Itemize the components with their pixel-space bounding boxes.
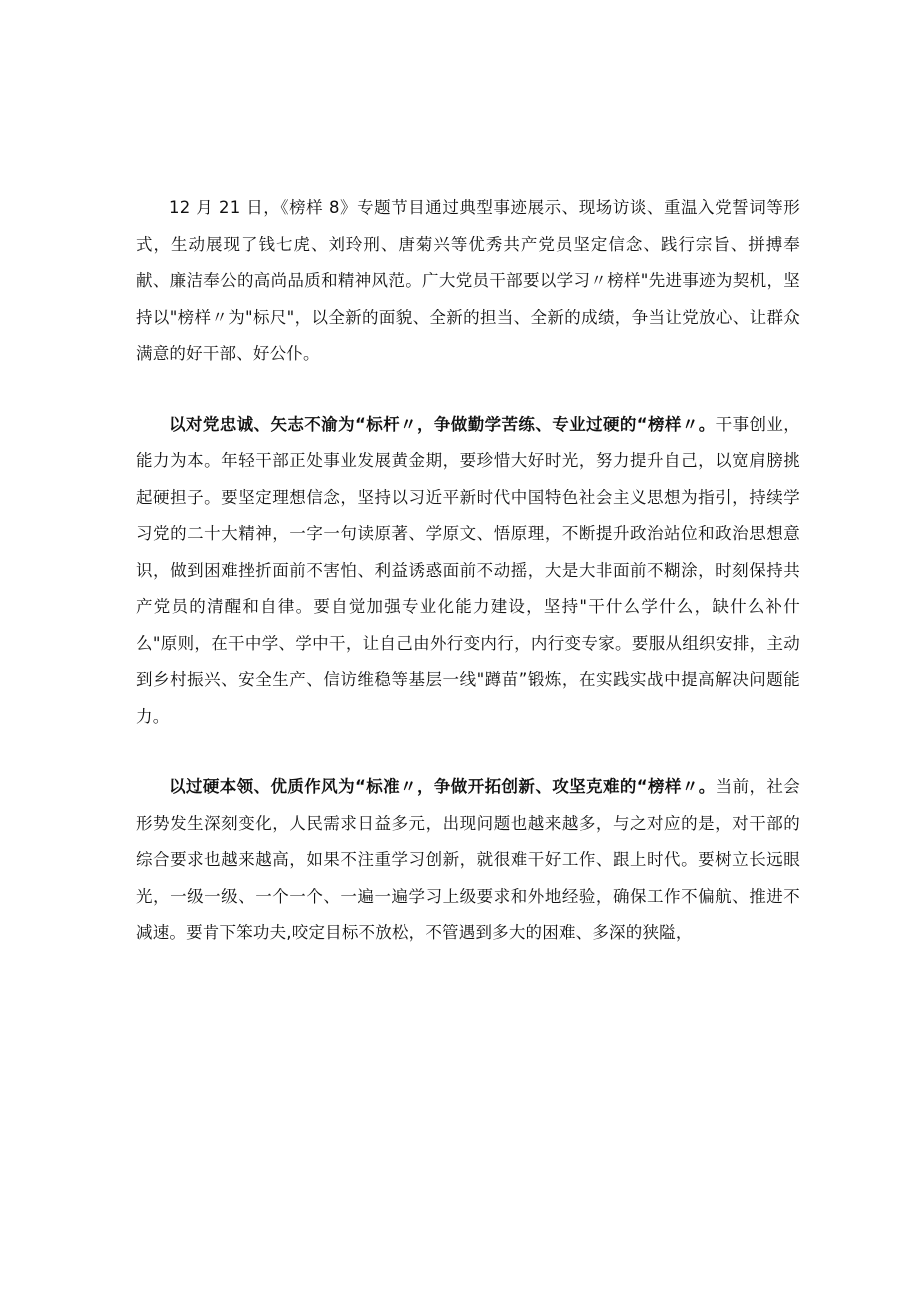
paragraph-body: 干事创业，能力为本。年轻干部正处事业发展黄金期，要珍惜大好时光，努力提升自己，以宽肩膀挑起硬担子。要坚定理想信念，坚持以习近平新时代中国特色社会主义思想为指引，持续学习党的二十大精神，一字一句读原著、学原文、悟原理，不断提升政治站位和政治思想意识，做到困难挫折面前不害怕、利益诱惑面前不动摇，大是大非面前不糊涂，时刻保持共产党员的清醒和自律。要自觉加强专业化能力建设，坚持"干什么学什么，缺什么补什么"原则，在干中学、学中干，让自己由外行变内行，内行变专家。要服从组织安排，主动到乡村振兴、安全生产、信访维稳等基层一线"蹲苗”锻炼，在实践实战中提高解决问题能力。 xyxy=(136,414,801,726)
paragraph-lead: 以对党忠诚、矢志不渝为“标杆〃，争做勤学苦练、专业过硬的“榜样〃。 xyxy=(169,414,716,434)
paragraph-lead: 以过硬本领、优质作风为“标准〃，争做开拓创新、攻坚克难的“榜样〃。 xyxy=(169,777,716,796)
paragraph-skills xyxy=(136,769,800,952)
paragraph-loyalty xyxy=(136,407,800,736)
paragraph-intro xyxy=(136,190,800,373)
paragraph-body: 当前，社会形势发生深刻变化，人民需求日益多元，出现问题也越来越多，与之对应的是，对干部的综合要求也越来越高，如果不注重学习创新，就很难干好工作、跟上时代。要树立长远眼光，一级一级、一个一个、一遍一遍学习上级要求和外地经验，确保工作不偏航、推进不减速。要肯下笨功夫,咬定目标不放松，不管遇到多大的困难、多深的狭隘， xyxy=(136,777,801,942)
paragraph-body: 12 月 21 日，《榜样 8》专题节目通过典型事迹展示、现场访谈、重温入党誓词等形式，生动展现了钱七虎、刘玲刑、唐菊兴等优秀共产党员坚定信念、践行宗旨、拼搏奉献、廉洁奉公的高尚品质和精神风范。广大党员干部要以学习〃榜样"先进事迹为契机，坚持以"榜样〃为"标尺"，以全新的面貌、全新的担当、全新的成绩，争当让党放心、让群众满意的好干部、好公仆。 xyxy=(136,198,800,363)
